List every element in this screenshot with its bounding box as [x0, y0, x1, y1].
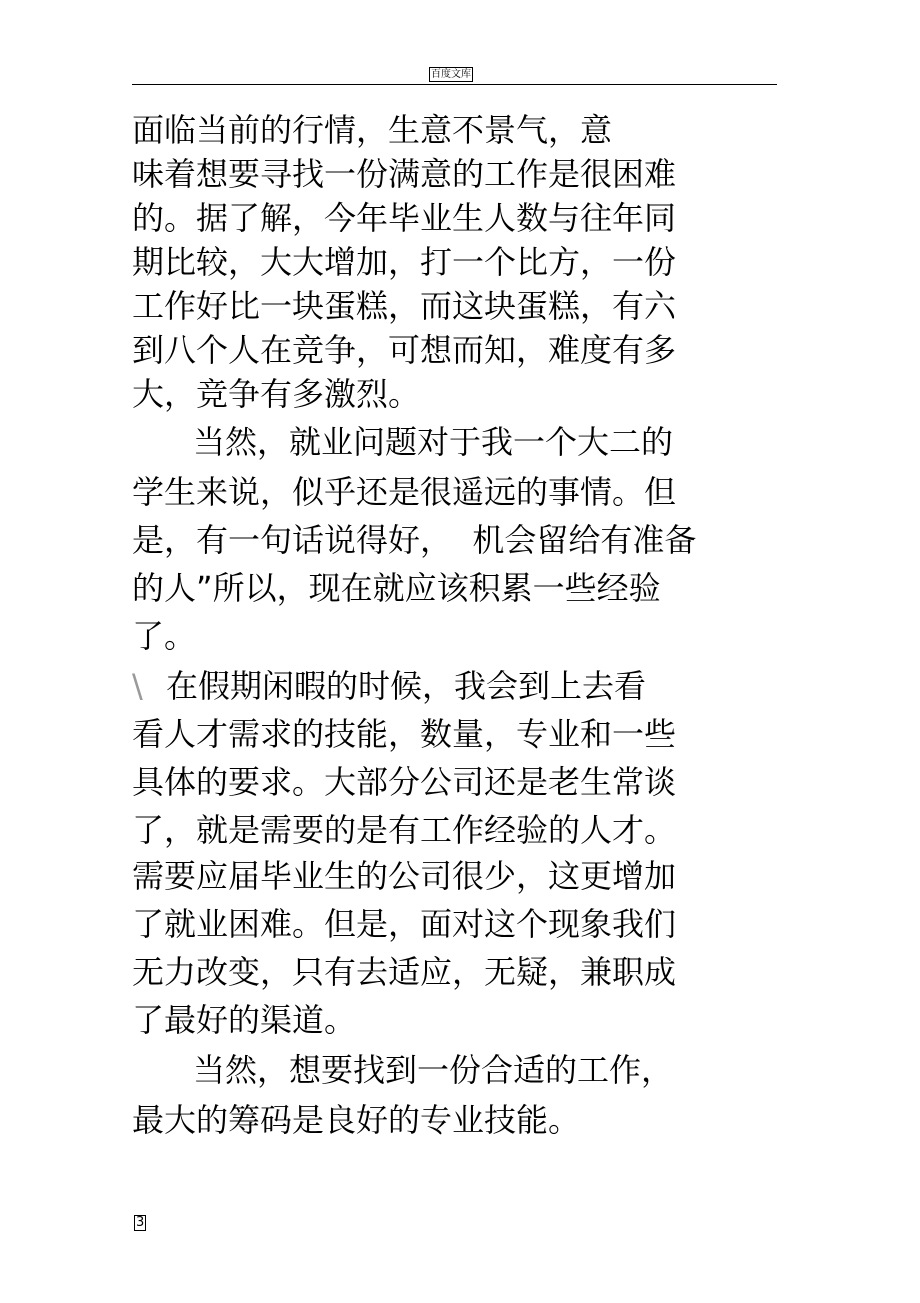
text-line: 需要应届毕业生的公司很少，这更增加	[132, 857, 677, 895]
text-line: 具体的要求。大部分公司还是老生常谈	[132, 763, 677, 801]
text-line: 学生来说，似乎还是很遥远的事情。但	[132, 473, 677, 511]
text-line: 当然，就业问题对于我一个大二的	[132, 423, 674, 461]
header-label: 百度文库	[431, 69, 471, 80]
stray-mark: \	[132, 667, 143, 705]
text-line: 的。据了解，今年毕业生人数与往年同	[132, 199, 677, 237]
text-line: 了就业困难。但是，面对这个现象我们	[132, 905, 677, 943]
text-line: 看人才需求的技能，数量，专业和一些	[132, 715, 677, 753]
text-line: 了最好的渠道。	[132, 1001, 357, 1039]
text-line: 到八个人在竞争，可想而知，难度有多	[132, 331, 677, 369]
text-line: 了，就是需要的是有工作经验的人才。	[132, 811, 677, 849]
text-line: 无力改变，只有去适应，无疑，兼职成	[132, 953, 677, 991]
text-line: 了。	[132, 617, 197, 655]
text-line: 大，竞争有多激烈。	[132, 375, 421, 413]
page-header	[132, 66, 777, 85]
text-line: 是，有一句话说得好， 机会留给有准备	[132, 521, 697, 559]
text-line: 工作好比一块蛋糕，而这块蛋糕，有六	[132, 287, 677, 325]
text-line: 当然，想要找到一份合适的工作，	[132, 1051, 674, 1089]
text-line: 最大的筹码是良好的专业技能。	[132, 1101, 581, 1139]
text-line: 期比较，大大增加，打一个比方，一份	[132, 243, 677, 281]
page-number: 3	[136, 1215, 145, 1230]
text-line: 的人”所以，现在就应该积累一些经验	[132, 569, 661, 607]
text-line: 在假期闲暇的时候，我会到上去看	[166, 667, 647, 705]
text-line: 味着想要寻找一份满意的工作是很困难	[132, 155, 677, 193]
text-line: 面临当前的行情，生意不景气，意	[132, 111, 613, 149]
